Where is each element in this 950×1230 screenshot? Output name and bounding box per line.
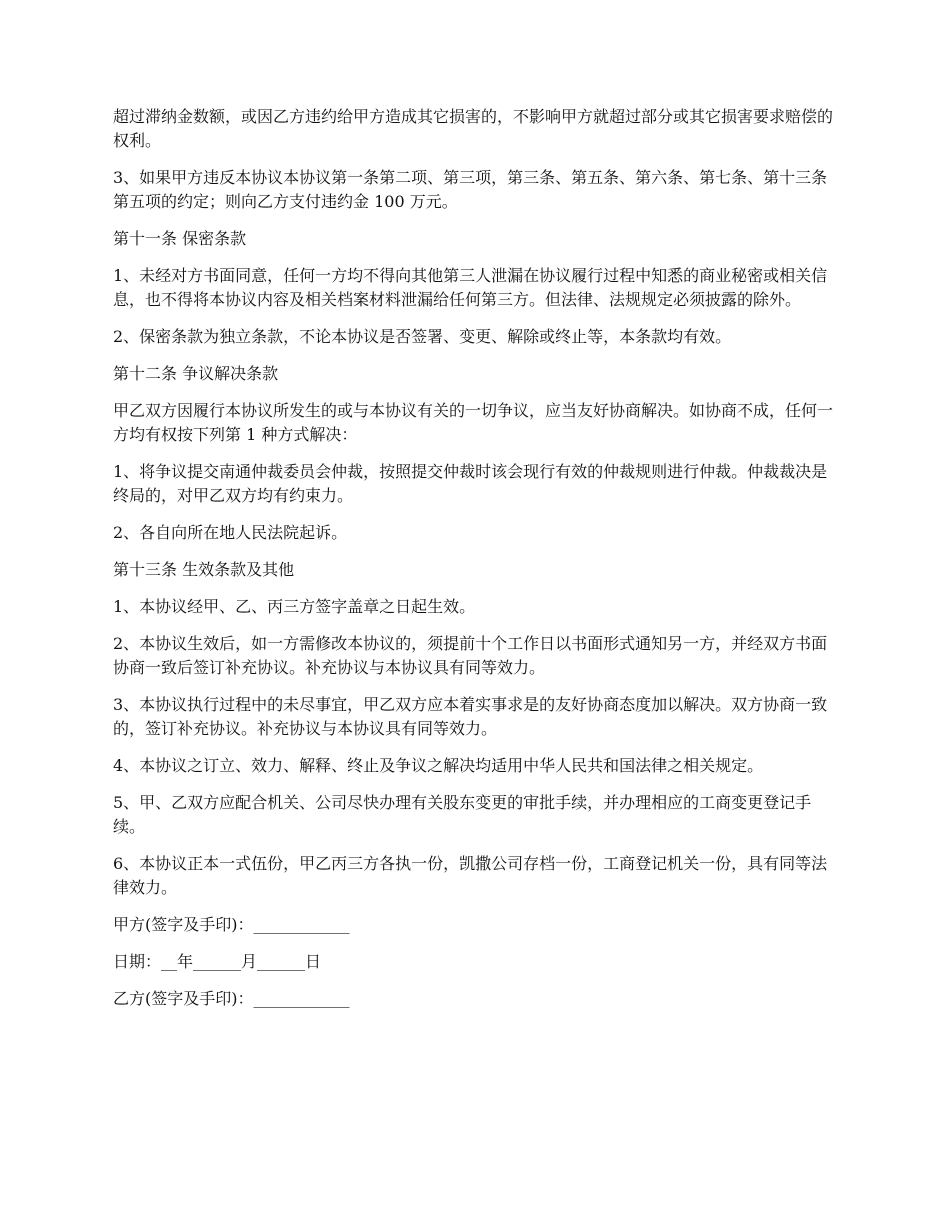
paragraph-effect-3: 3、本协议执行过程中的未尽事宜，甲乙双方应本着实事求是的友好协商态度加以解决。双方协商一致的，签订补充协议。补充协议与本协议具有同等效力。: [113, 695, 828, 738]
paragraph-effect-6: 6、本协议正本一式伍份，甲乙丙三方各执一份，凯撒公司存档一份，工商登记机关一份，具有同等法律效力。: [113, 854, 828, 897]
document-page: [113, 105, 843, 1024]
heading-article-12: 第十二条 争议解决条款: [113, 364, 279, 383]
signature-party-a: 甲方(签字及手印)：____________: [113, 915, 350, 934]
signature-date: 日期：__年______月______日: [113, 952, 322, 971]
heading-article-13: 第十三条 生效条款及其他: [113, 560, 295, 579]
paragraph-dispute-court: 2、各自向所在地人民法院起诉。: [113, 523, 348, 542]
paragraph-confidentiality-2: 2、保密条款为独立条款，不论本协议是否签署、变更、解除或终止等，本条款均有效。: [113, 327, 732, 346]
heading-article-11: 第十一条 保密条款: [113, 229, 247, 248]
paragraph-effect-5: 5、甲、乙双方应配合机关、公司尽快办理有关股东变更的审批手续，并办理相应的工商变更登记手续。: [113, 793, 812, 836]
paragraph-dispute-arbitration: 1、将争议提交南通仲裁委员会仲裁，按照提交仲裁时该会现行有效的仲裁规则进行仲裁。仲裁裁决是终局的，对甲乙双方均有约束力。: [113, 462, 828, 505]
paragraph-breach-item-3: 3、如果甲方违反本协议本协议第一条第二项、第三项，第三条、第五条、第六条、第七条、第十三条第五项的约定；则向乙方支付违约金 100 万元。: [113, 168, 828, 211]
paragraph-effect-1: 1、本协议经甲、乙、丙三方签字盖章之日起生效。: [113, 597, 476, 616]
paragraph-breach-damages: 超过滞纳金数额，或因乙方违约给甲方造成其它损害的，不影响甲方就超过部分或其它损害要求赔偿的权利。: [113, 107, 834, 150]
paragraph-dispute-intro: 甲乙双方因履行本协议所发生的或与本协议有关的一切争议，应当友好协商解决。如协商不成，任何一方均有权按下列第 1 种方式解决：: [113, 401, 834, 444]
paragraph-effect-4: 4、本协议之订立、效力、解释、终止及争议之解决均适用中华人民共和国法律之相关规定。: [113, 756, 764, 775]
paragraph-confidentiality-1: 1、未经对方书面同意，任何一方均不得向其他第三人泄漏在协议履行过程中知悉的商业秘密或相关信息，也不得将本协议内容及相关档案材料泄漏给任何第三方。但法律、法规规定必须披露的除外。: [113, 266, 828, 309]
paragraph-effect-2: 2、本协议生效后，如一方需修改本协议的，须提前十个工作日以书面形式通知另一方，并经双方书面协商一致后签订补充协议。补充协议与本协议具有同等效力。: [113, 634, 828, 677]
signature-party-b: 乙方(签字及手印)：____________: [113, 989, 350, 1008]
